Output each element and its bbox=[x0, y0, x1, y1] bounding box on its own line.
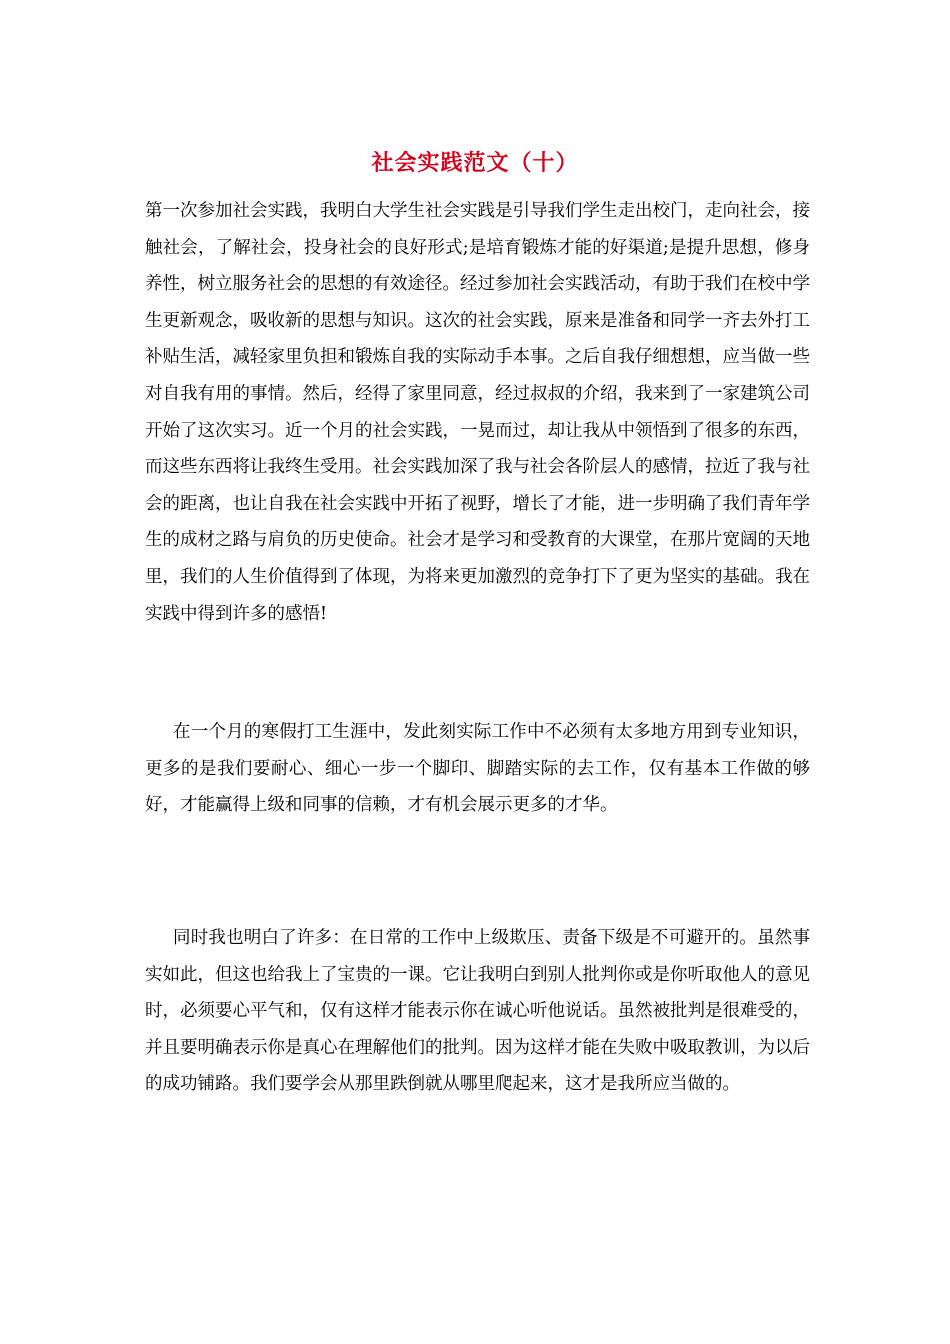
document-title: 社会实践范文（十） bbox=[371, 150, 579, 176]
paragraph-3: 同时我也明白了许多：在日常的工作中上级欺压、责备下级是不可避开的。虽然事实如此，但这也给我上了宝贵的一课。它让我明白到别人批判你或是你听取他人的意见时，必须要心平气和，仅有这样才能表示你在诚心听他说话。虽然被批判是很难受的，并且要明确表示你是真心在理解他们的批判。因为这样才能在失败中吸取教训，为以后的成功铺路。我们要学会从那里跌倒就从哪里爬起来，这才是我所应当做的。 bbox=[145, 928, 810, 1095]
paragraph-2: 在一个月的寒假打工生涯中，发此刻实际工作中不必须有太多地方用到专业知识，更多的是我们要耐心、细心一步一个脚印、脚踏实际的去工作，仅有基本工作做的够好，才能赢得上级和同事的信赖，才有机会展示更多的才华。 bbox=[145, 722, 810, 816]
paragraph-1: 第一次参加社会实践，我明白大学生社会实践是引导我们学生走出校门，走向社会，接触社会，了解社会，投身社会的良好形式;是培育锻炼才能的好渠道;是提升思想，修身养性，树立服务社会的思想的有效途径。经过参加社会实践活动，有助于我们在校中学生更新观念，吸收新的思想与知识。这次的社会实践，原来是准备和同学一齐去外打工补贴生活，减轻家里负担和锻炼自我的实际动手本事。之后自我仔细想想，应当做一些对自我有用的事情。然后，经得了家里同意，经过叔叔的介绍，我来到了一家建筑公司开始了这次实习。近一个月的社会实践，一晃而过，却让我从中领悟到了很多的东西，而这些东西将让我终生受用。社会实践加深了我与社会各阶层人的感情，拉近了我与社会的距离，也让自我在社会实践中开拓了视野，增长了才能，进一步明确了我们青年学生的成材之路与肩负的历史使命。社会才是学习和受教育的大课堂，在那片宽阔的天地里，我们的人生价值得到了体现，为将来更加激烈的竞争打下了更为坚实的基础。我在实践中得到许多的感悟! bbox=[145, 201, 810, 624]
